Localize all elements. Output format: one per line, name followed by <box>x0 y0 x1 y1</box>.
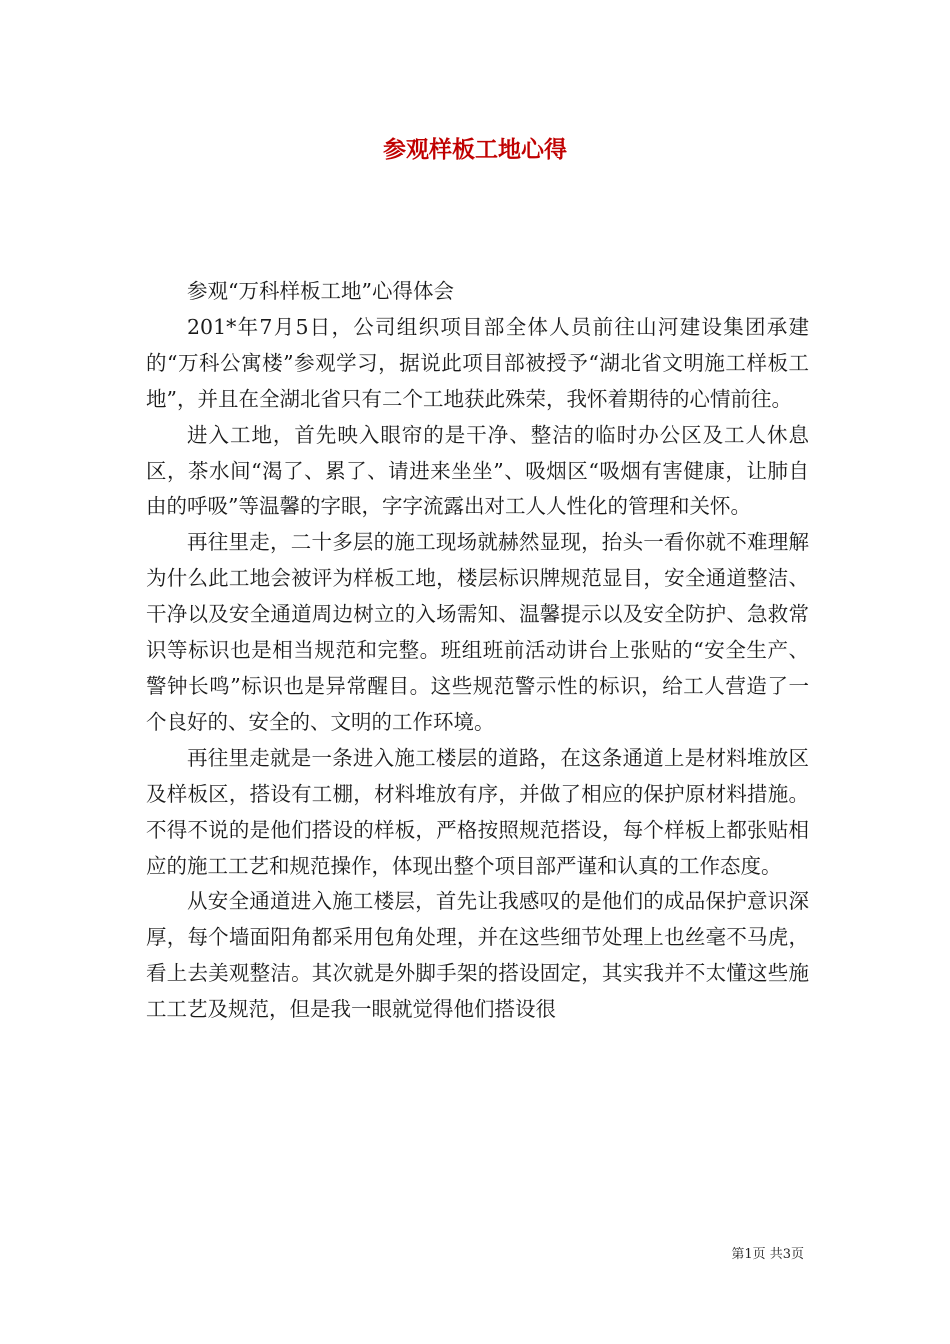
body-paragraph: 再往里走，二十多层的施工现场就赫然显现，抬头一看你就不难理解为什么此工地会被评为样板工地，楼层标识牌规范显目，安全通道整洁、干净以及安全通道周边树立的入场需知、温馨提示以及安全防护、急救常识等标识也是相当规范和完整。班组班前活动讲台上张贴的“安全生产、警钟长鸣”标识也是异常醒目。这些规范警示性的标识，给工人营造了一个良好的、安全的、文明的工作环境。 <box>146 530 809 734</box>
document-body <box>146 274 809 1028</box>
subtitle-paragraph: 参观“万科样板工地”心得体会 <box>187 279 454 303</box>
body-paragraph: 再往里走就是一条进入施工楼层的道路，在这条通道上是材料堆放区及样板区，搭设有工棚，材料堆放有序，并做了相应的保护原材料措施。不得不说的是他们搭设的样板，严格按照规范搭设，每个样板上都张贴相应的施工工艺和规范操作，体现出整个项目部严谨和认真的工作态度。 <box>146 745 809 878</box>
document-title: 参观样板工地心得 <box>383 136 567 163</box>
body-paragraph: 201*年7月5日，公司组织项目部全体人员前往山河建设集团承建的“万科公寓楼”参观学习，据说此项目部被授予“湖北省文明施工样板工地”，并且在全湖北省只有二个工地获此殊荣，我怀着期待的心情前往。 <box>146 314 809 411</box>
page-number-footer: 第1页 共3页 <box>731 1247 804 1262</box>
body-paragraph: 从安全通道进入施工楼层，首先让我感叹的是他们的成品保护意识深厚，每个墙面阳角都采用包角处理，并在这些细节处理上也丝毫不马虎，看上去美观整洁。其次就是外脚手架的搭设固定，其实我并不太懂这些施工工艺及规范，但是我一眼就觉得他们搭设很 <box>146 889 809 1022</box>
body-paragraph: 进入工地，首先映入眼帘的是干净、整洁的临时办公区及工人休息区，茶水间“渴了、累了、请进来坐坐”、吸烟区“吸烟有害健康，让肺自由的呼吸”等温馨的字眼，字字流露出对工人人性化的管理和关怀。 <box>146 422 809 519</box>
